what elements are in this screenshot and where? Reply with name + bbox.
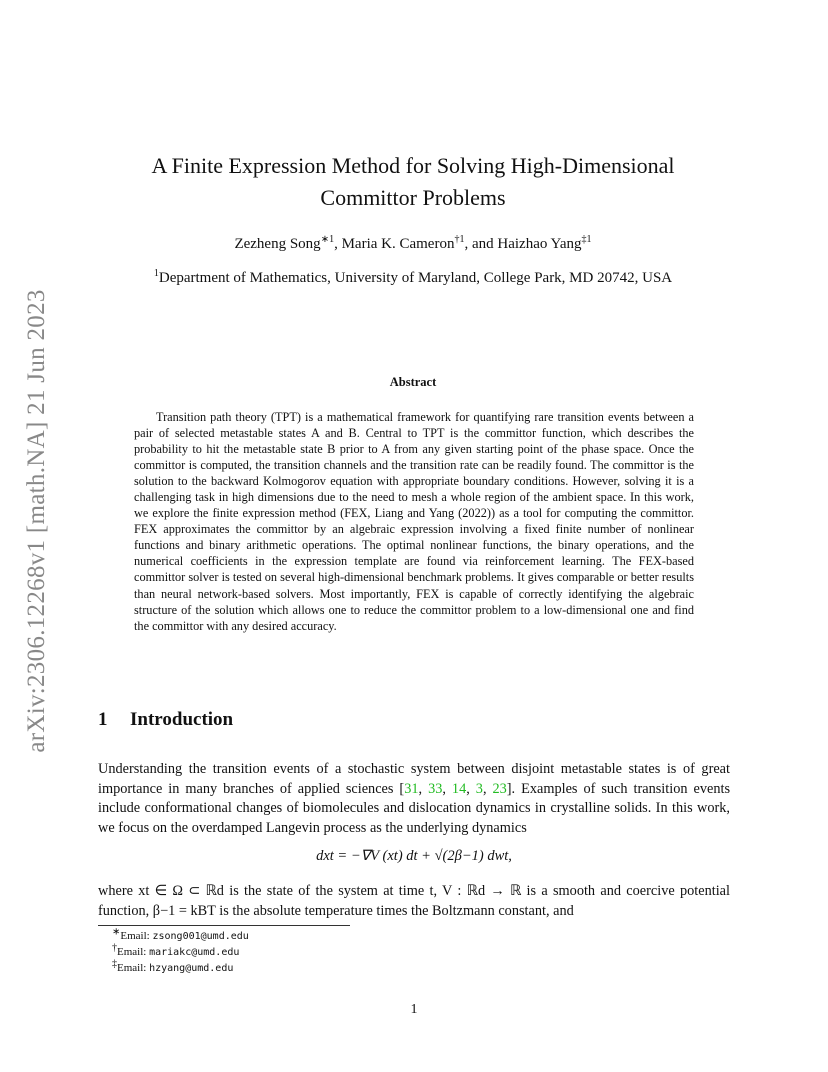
arxiv-sidebar-stamp [22,268,52,773]
author-list [98,236,728,253]
footnote-mark: ∗ [112,926,121,938]
intro-text-a: Understanding the transition events of a stochastic system between disjoint metastable states is of great importance in many branches of applied sciences [ [98,761,730,797]
citation-sep: , [466,780,476,797]
footnote-2 [112,942,240,958]
citation-sep: , [482,780,493,797]
citation-sep: , [418,780,429,797]
citation-link[interactable]: 14 [451,780,467,797]
langevin-equation: dxt = −∇V (xt) dt + √(2β−1) dwt, [316,848,512,864]
footnote-mark: ‡ [112,958,117,970]
footnote-label: Email: [117,962,150,974]
author-2-mark: †1 [454,234,465,245]
intro-text-b: ]. Examples of such transition events include conformational changes of biomolecules and dislocation dynamics in crystalline solids. In this work, we focus on the overdamped Langevin process as the underlying dynamics [98,780,731,836]
abstract-body: Transition path theory (TPT) is a mathematical framework for quantifying rare transition events between a pair of selected metastable states A and B. Central to TPT is the committor function, which describes the probability to hit the metastable state B prior to A from any given starting point of the phase space. Once the committor is computed, the transition channels and the transition rate can be readily found. The committor is the solution to the backward Kolmogorov equation with appropriate boundary conditions. However, solving it is a challenging task in high dimensions due to the need to mesh a whole region of the ambient space. In this work, we explore the finite expression method (FEX, Liang and Yang (2022)) as a tool for computing the committor. FEX approximates the committor by an algebraic expression involving a fixed finite number of nonlinear functions and binary arithmetic operations. The optimal nonlinear functions, the binary operations, and the numerical coefficients in the expression template are found via reinforcement learning. The FEX-based committor solver is tested on several high-dimensional benchmark problems. It gives comparable or better results than neural network-based solvers. Most importantly, FEX is capable of correctly identifying the algebraic structure of the solution which allows one to reduce the committor problem to a low-dimensional one and find the committor with any desired accuracy. [134,410,694,633]
section-heading [98,709,233,731]
affiliation-text: Department of Mathematics, University of Maryland, College Park, MD 20742, USA [158,270,673,286]
section-number: 1 [98,709,108,730]
affiliation-mark: 1 [153,268,159,279]
citation-link[interactable]: 33 [428,780,443,797]
affiliation [98,270,728,287]
author-3: Haizhao Yang [497,236,582,252]
footnote-mark: † [112,942,117,954]
footnote-divider [98,925,350,926]
author-1: Zezheng Song [234,236,321,252]
email-address: zsong001@umd.edu [152,931,249,942]
author-3-mark: ‡1 [581,234,592,245]
section-title: Introduction [130,709,234,730]
footnote-label: Email: [120,930,153,942]
title-line-2: Committor Problems [320,185,506,210]
citation-link[interactable]: 3 [475,780,483,797]
author-sep-1: , [334,236,342,252]
author-1-mark: ∗1 [320,234,335,245]
footnote-3 [112,958,234,974]
intro-paragraph-1 [98,760,730,838]
title-line-1: A Finite Expression Method for Solving High-Dimensional [151,153,675,178]
email-address: hzyang@umd.edu [149,963,234,974]
citation-link[interactable]: 23 [492,780,507,797]
footnote-label: Email: [117,946,150,958]
arxiv-id: arXiv:2306.12268v1 [math.NA] 21 Jun 2023 [23,288,50,753]
abstract-heading: Abstract [389,375,437,389]
page-number: 1 [410,1002,418,1017]
paper-title [98,150,728,214]
author-sep-2: , and [464,236,498,252]
author-2: Maria K. Cameron [341,236,455,252]
email-address: mariakc@umd.edu [149,947,240,958]
footnote-1 [112,926,249,942]
citation-sep: , [442,780,452,797]
citation-link[interactable]: 31 [404,780,419,797]
intro-paragraph-2: where xt ∈ Ω ⊂ ℝd is the state of the system at time t, V : ℝd → ℝ is a smooth and coercive potential function, β−1 = kBT is the absolute temperature times the Boltzmann constant, and [98,883,730,919]
